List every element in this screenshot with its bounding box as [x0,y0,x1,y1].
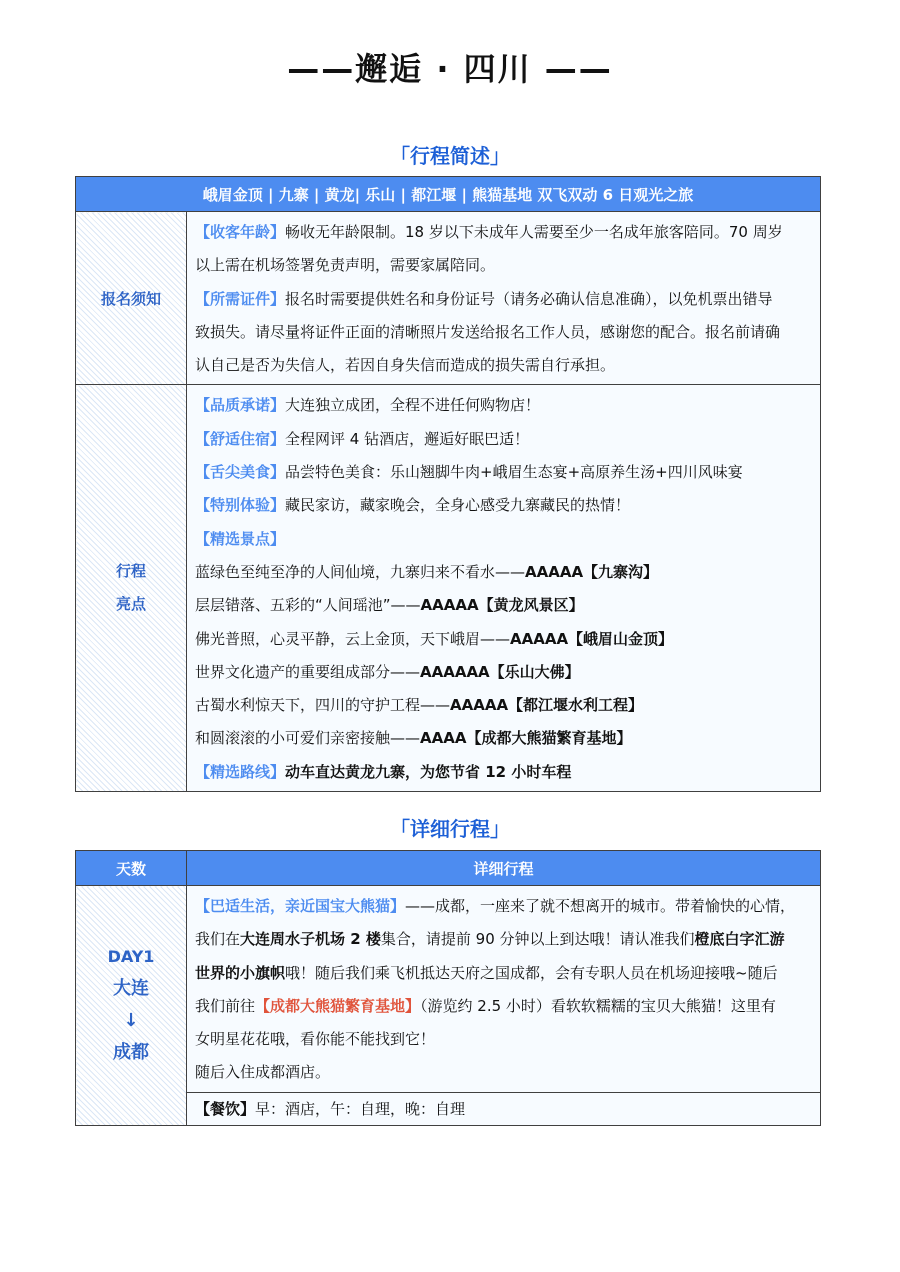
signup-content [187,212,821,385]
day1-line-1: 【巴适生活，亲近国宝大熊猫】——成都，一座来了就不想离开的城市。带着愉快的心情， [195,897,796,915]
overview-section-title: 「行程简述」 [390,144,510,168]
day1-line-2: 我们在大连周水子机场 2 楼集合，请提前 90 分钟以上到达哦！请认准我们橙底白字汇游 [195,930,785,949]
day1-line-4: 我们前往【成都大熊猫繁育基地】（游览约 2.5 小时）看软软糯糯的宝贝大熊猫！这里有 [195,996,776,1015]
day1-line-3: 世界的小旗帜哦！随后我们乘飞机抵达天府之国成都，会有专职人员在机场迎接哦~随后 [195,963,778,982]
highlights-label: 行程 亮点 [76,385,187,792]
overview-table [75,176,821,792]
day1-content [187,886,821,1093]
experience-line: 【特别体验】藏民家访，藏家晚会，全身心感受九寨藏民的热情！ [195,496,631,515]
spot-item: 和圆滚滚的小可爱们亲密接触——AAAA【成都大熊猫繁育基地】 [195,729,632,748]
page-title: ——邂逅 · 四川 —— [287,50,613,88]
col-days-header: 天数 [76,851,187,886]
spot-item: 层层错落、五彩的“人间瑶池”——AAAAA【黄龙风景区】 [195,596,584,615]
highlights-content [187,385,821,792]
quality-line: 【品质承诺】大连独立成团，全程不进任何购物店！ [195,396,541,415]
hotel-line: 【舒适住宿】全程网评 4 钻酒店，邂逅好眠巴适！ [195,429,530,448]
spots-heading: 【精选景点】 [195,529,286,548]
day1-to: 成都 [113,1042,149,1064]
tour-banner: 峨眉金顶 | 九寨 | 黄龙| 乐山 | 都江堰 | 熊猫基地 双飞双动 6 日观光之旅 [76,177,821,212]
doc-line-1: 【所需证件】报名时需要提供姓名和身份证号（请务必确认信息准确），以免机票出错导 [195,289,773,308]
detail-section-title: 「详细行程」 [390,817,510,841]
spot-item: 世界文化遗产的重要组成部分——AAAAAA【乐山大佛】 [195,662,580,681]
day1-line-5: 女明星花花哦，看你能不能找到它！ [195,1030,436,1049]
spot-item: 蓝绿色至纯至净的人间仙境，九寨归来不看水——AAAAA【九寨沟】 [195,562,659,581]
day1-meals: 【餐饮】早：酒店，午：自理，晚：自理 [187,1092,821,1125]
doc-line-2: 致损失。请尽量将证件正面的清晰照片发送给报名工作人员，感谢您的配合。报名前请确 [195,322,781,341]
day1-arrow: ↓ [123,1010,139,1032]
age-line-2: 以上需在机场签署免责声明，需要家属陪同。 [195,256,496,275]
day1-line-6: 随后入住成都酒店。 [195,1063,331,1082]
col-detail-header: 详细行程 [187,851,821,886]
food-line: 【舌尖美食】品尝特色美食：乐山翘脚牛肉+峨眉生态宴+高原养生汤+四川风味宴 [195,463,743,482]
day1-from: 大连 [113,978,149,1000]
doc-line-3: 认自己是否为失信人，若因自身失信而造成的损失需自行承担。 [195,356,616,375]
day1-label [76,886,187,1126]
detail-table [75,850,821,1126]
signup-label: 报名须知 [76,212,187,385]
spot-item: 佛光普照，心灵平静，云上金顶，天下峨眉——AAAAA【峨眉山金顶】 [195,629,674,648]
day1-number: DAY1 [107,947,155,967]
age-line-1: 【收客年龄】畅收无年龄限制。18 岁以下未成年人需要至少一名成年旅客陪同。70 周岁 [195,223,783,241]
spot-item: 古蜀水利惊天下，四川的守护工程——AAAAA【都江堰水利工程】 [195,696,644,715]
route-line: 【精选路线】动车直达黄龙九寨，为您节省 12 小时车程 [195,762,572,781]
